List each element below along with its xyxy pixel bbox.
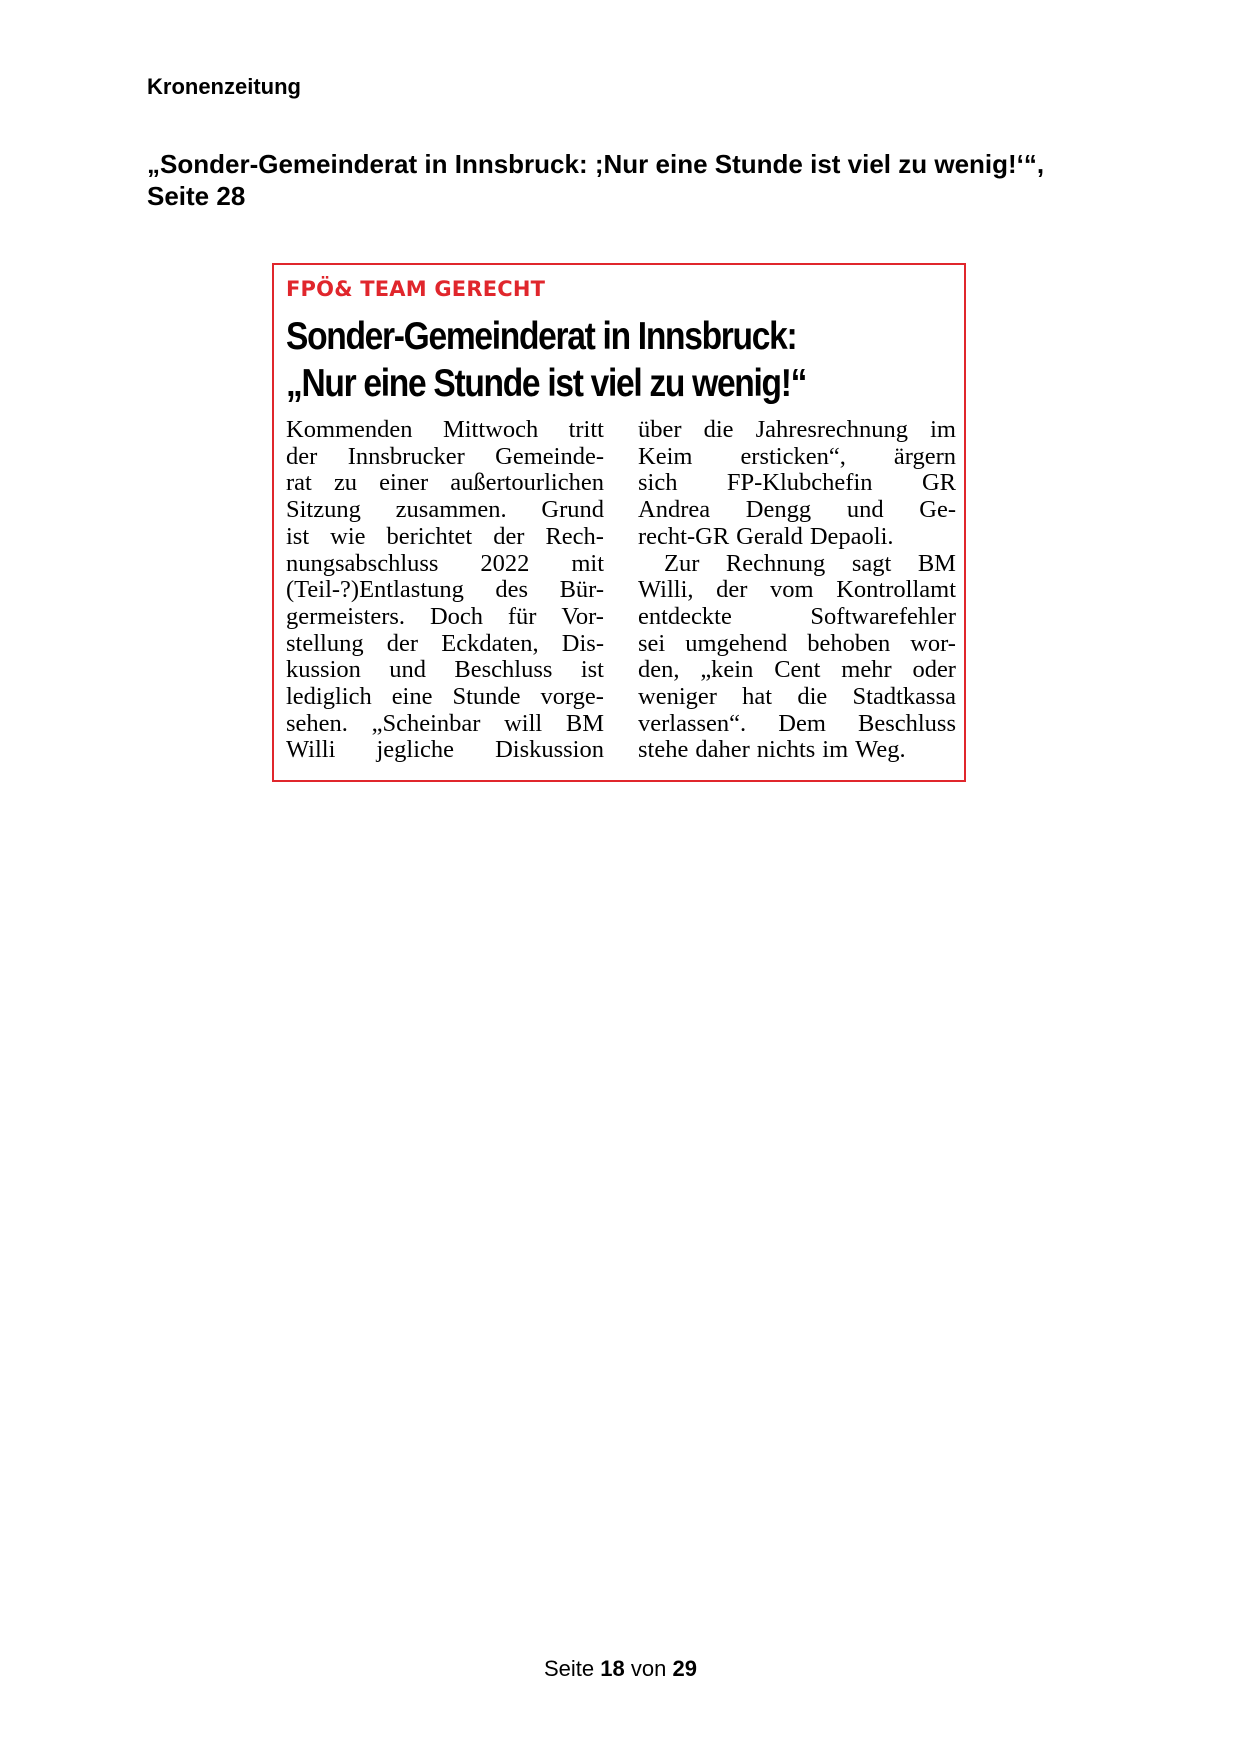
article-word: Diskussion (495, 736, 604, 764)
article-word: Rech- (545, 522, 604, 550)
clipping-headline (286, 313, 871, 407)
page-footer (0, 1656, 1241, 1682)
article-word: vorge- (540, 683, 604, 711)
article-word: Kommenden (286, 416, 413, 443)
article-line (286, 684, 604, 711)
article-column-right (638, 417, 956, 777)
article-line (286, 524, 604, 551)
article-word: Doch (429, 602, 484, 630)
headline-line-2: „Nur eine Stunde ist viel zu wenig!“ (286, 362, 807, 405)
article-word: zu (333, 469, 358, 497)
article-word: der (716, 576, 748, 604)
article-word: der (386, 629, 419, 657)
article-word: der (493, 522, 525, 550)
article-line (638, 577, 956, 604)
article-word: ersticken“, (740, 442, 846, 470)
article-line (286, 470, 604, 497)
footer-page-number: 18 (600, 1656, 625, 1681)
article-word: Dengg (745, 496, 812, 524)
article-word: Dis- (561, 629, 604, 657)
article-line (286, 631, 604, 658)
article-line (638, 417, 956, 444)
article-word: „kein (700, 656, 754, 684)
source-name: Kronenzeitung (147, 74, 301, 99)
clipping-kicker: FPÖ& TEAM GERECHT (286, 277, 546, 301)
article-word: entdeckte (638, 602, 732, 630)
article-word: über (638, 416, 682, 443)
article-word: und (389, 656, 427, 684)
article-word: den, (638, 656, 680, 684)
article-word: Dem (778, 709, 826, 737)
article-word: die (703, 416, 734, 443)
article-word: Andrea (638, 496, 711, 524)
article-line (638, 551, 956, 578)
article-line (638, 631, 956, 658)
article-line (286, 737, 604, 764)
article-word: (Teil-?)Entlastung (286, 576, 464, 604)
article-line (638, 711, 956, 738)
article-word: recht-GR (638, 522, 730, 550)
article-word: der (286, 442, 318, 470)
article-word: im (930, 416, 956, 443)
article-word: BM (917, 549, 956, 577)
article-word: Rechnung (725, 549, 826, 577)
article-word: tritt (568, 416, 604, 443)
article-word: oder (912, 656, 956, 684)
article-word: weniger (638, 683, 717, 711)
article-line (286, 497, 604, 524)
document-title-line-1: „Sonder-Gemeinderat in Innsbruck: ;Nur eine Stunde ist viel zu wenig!‘“, (147, 149, 1045, 179)
article-word: mit (571, 549, 604, 577)
footer-page-total: 29 (672, 1656, 697, 1681)
article-line (638, 684, 956, 711)
article-word: germeisters. (286, 602, 406, 630)
article-word: Innsbrucker (347, 442, 465, 470)
article-word: des (495, 576, 529, 604)
newspaper-clipping (272, 263, 966, 782)
article-word: Willi, (638, 576, 694, 604)
article-word: behoben (807, 629, 891, 657)
article-line (286, 444, 604, 471)
article-line (638, 444, 956, 471)
article-word: kussion (286, 656, 361, 684)
article-word: 2022 (480, 549, 530, 577)
article-line (638, 737, 956, 764)
footer-prefix: Seite (544, 1656, 595, 1681)
article-word: wie (330, 522, 366, 550)
article-word: zusammen. (395, 496, 507, 524)
article-word: Stadtkassa (852, 683, 956, 711)
article-word: Keim (638, 442, 693, 470)
article-line (286, 604, 604, 631)
document-title (147, 148, 1107, 212)
article-line (286, 417, 604, 444)
article-word: vom (770, 576, 814, 604)
article-line (638, 524, 956, 551)
article-word: will (504, 709, 543, 737)
article-word: Depaoli. (809, 522, 894, 550)
article-word: sich (638, 469, 678, 497)
article-word: im (822, 736, 849, 764)
article-word: Ge- (919, 496, 956, 524)
article-word: Zur (664, 549, 700, 577)
article-word: Weg. (855, 736, 906, 764)
article-word: umgehend (685, 629, 788, 657)
article-word: sagt (851, 549, 892, 577)
article-word: die (797, 683, 828, 711)
article-word: jegliche (376, 736, 454, 764)
article-word: Jahresrechnung (755, 416, 909, 443)
article-word: FP-Klubchefin (726, 469, 873, 497)
article-word: Stunde (452, 683, 521, 711)
article-word: rat (286, 469, 312, 497)
article-word: ärgern (893, 442, 956, 470)
article-word: Vor- (561, 602, 604, 630)
article-line (286, 577, 604, 604)
headline-line-1: Sonder-Gemeinderat in Innsbruck: (286, 315, 797, 358)
article-word: eine (391, 683, 433, 711)
article-word: Beschluss (454, 656, 553, 684)
article-word: lediglich (286, 683, 372, 711)
article-word: verlassen“. (638, 709, 747, 737)
article-word: außertourlichen (450, 469, 604, 497)
article-word: nichts (756, 736, 816, 764)
article-word: Mittwoch (442, 416, 539, 443)
article-word: ist (580, 656, 604, 684)
article-word: sehen. (286, 709, 348, 737)
article-word: Sitzung (286, 496, 361, 524)
article-word: mehr (841, 656, 892, 684)
article-line (286, 657, 604, 684)
article-word: für (507, 602, 537, 630)
article-word: Cent (774, 656, 821, 684)
article-word: Gemeinde- (495, 442, 604, 470)
article-word: daher (695, 736, 750, 764)
article-word: ist (286, 522, 310, 550)
article-line (638, 604, 956, 631)
article-word: „Scheinbar (371, 709, 481, 737)
article-word: wor- (910, 629, 956, 657)
article-word: einer (379, 469, 429, 497)
article-line (638, 470, 956, 497)
footer-separator: von (630, 1656, 667, 1681)
article-line (286, 551, 604, 578)
article-word: und (846, 496, 884, 524)
article-word: hat (742, 683, 773, 711)
article-word: GR (921, 469, 956, 497)
article-word: Softwarefehler (810, 602, 956, 630)
article-word: berichtet (386, 522, 473, 550)
article-word: Grund (541, 496, 604, 524)
article-line (638, 497, 956, 524)
article-word: sei (638, 629, 666, 657)
document-title-line-2: Seite 28 (147, 181, 246, 211)
article-line (286, 711, 604, 738)
article-word: Eckdaten, (441, 629, 539, 657)
article-line (638, 657, 956, 684)
article-word: Gerald (736, 522, 803, 550)
article-body (286, 417, 956, 777)
article-word: Kontrollamt (836, 576, 956, 604)
article-word: nungsabschluss (286, 549, 439, 577)
article-word: stehe (638, 736, 689, 764)
article-word: Bür- (559, 576, 604, 604)
article-column-left (286, 417, 604, 777)
article-word: Beschluss (857, 709, 956, 737)
article-word: stellung (286, 629, 364, 657)
article-word: BM (565, 709, 604, 737)
article-word: Willi (286, 736, 336, 764)
